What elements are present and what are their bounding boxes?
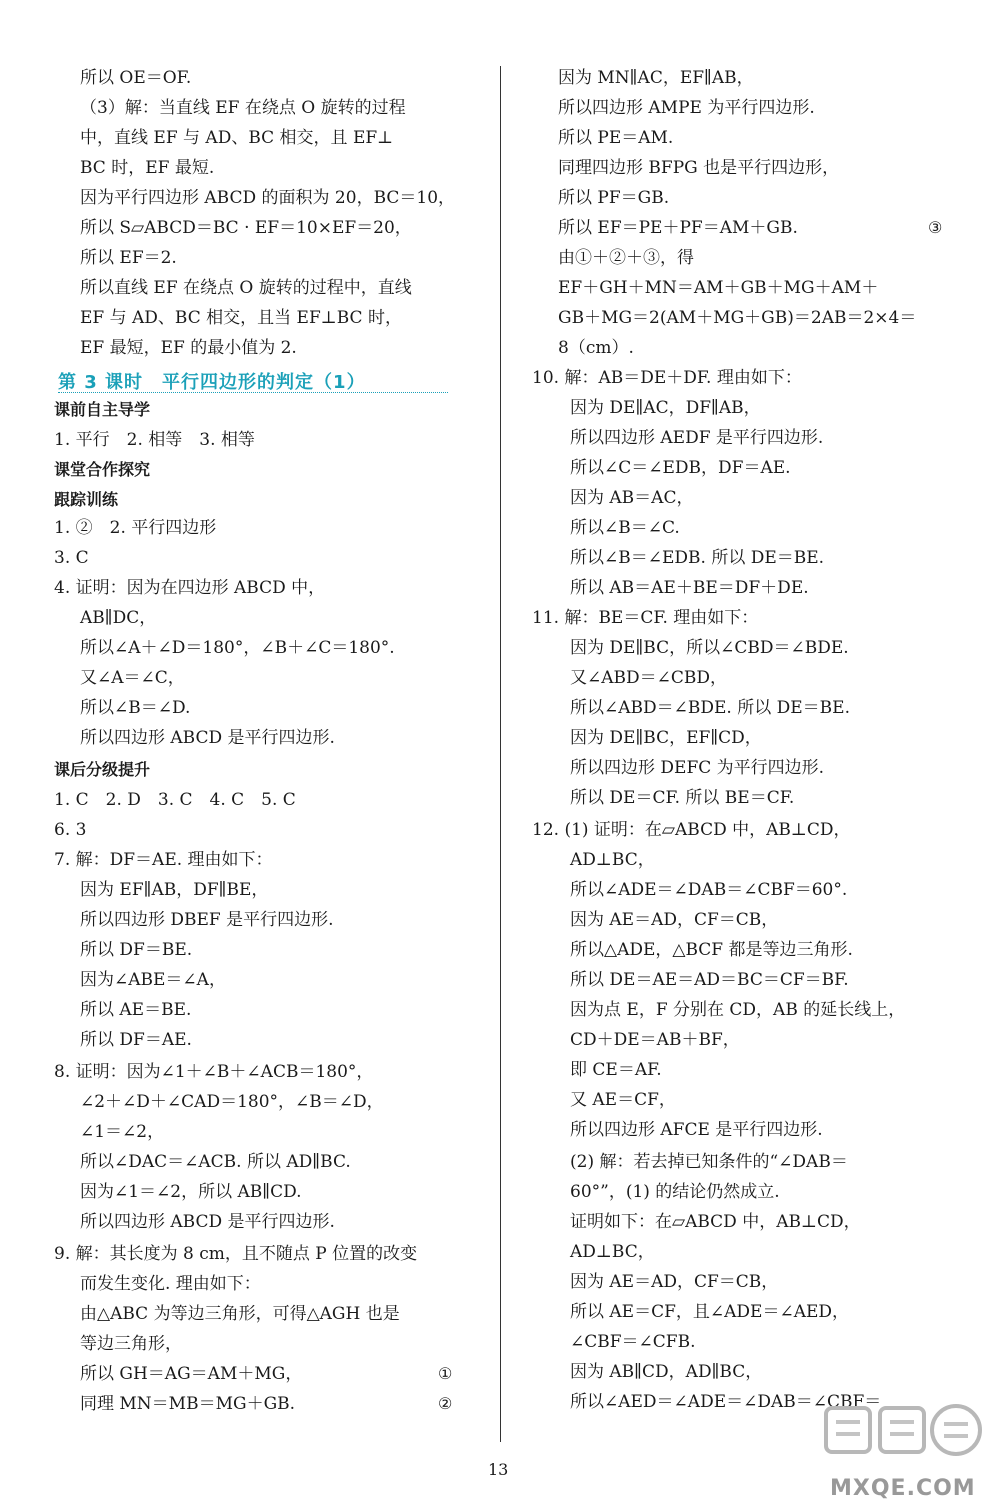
text-line: 又 AE＝CF，	[570, 1090, 676, 1110]
text-line: EF 最短，EF 的最小值为 2.	[80, 338, 297, 358]
equation-marker: ①	[438, 1364, 453, 1383]
text-line: 3. C	[54, 548, 89, 568]
text-line: 因为平行四边形 ABCD 的面积为 20，BC＝10，	[80, 188, 456, 208]
text-line: 同理 MN＝MB＝MG＋GB.	[80, 1394, 296, 1414]
text-line: 因为 AB＝AC，	[570, 488, 694, 508]
text-line: 1. 平行 2. 相等 3. 相等	[54, 430, 255, 450]
text-line: 所以 DF＝BE.	[80, 940, 193, 960]
text-line: EF＋GH＋MN＝AM＋GB＋MG＋AM＋	[558, 278, 879, 298]
text-line: 所以 OE＝OF.	[80, 68, 192, 88]
text-line: 所以四边形 ABCD 是平行四边形.	[80, 728, 335, 748]
text-line: ∠1＝∠2，	[80, 1122, 165, 1142]
text-line: 所以四边形 DBEF 是平行四边形.	[80, 910, 334, 930]
text-line: 所以∠A＋∠D＝180°，∠B＋∠C＝180°.	[80, 638, 395, 658]
text-line: ∠CBF＝∠CFB.	[570, 1332, 696, 1352]
text-line: 7. 解：DF＝AE. 理由如下：	[54, 850, 273, 870]
text-line: AB∥DC，	[80, 608, 157, 628]
text-line: 所以四边形 AMPE 为平行四边形.	[558, 98, 815, 118]
text-line: 由△ABC 为等边三角形，可得△AGH 也是	[80, 1304, 400, 1324]
text-line: 10. 解：AB＝DE＋DF. 理由如下：	[532, 368, 802, 388]
text-line: 4. 证明：因为在四边形 ABCD 中，	[54, 578, 326, 598]
text-line: AD⊥BC，	[570, 1242, 655, 1262]
text-line: 所以∠B＝∠D.	[80, 698, 191, 718]
text-line: 证明如下：在▱ABCD 中，AB⊥CD，	[570, 1212, 861, 1232]
text-line: 所以直线 EF 在绕点 O 旋转的过程中，直线	[80, 278, 412, 298]
text-line: 所以 PF＝GB.	[558, 188, 670, 208]
text-line: 所以 EF＝2.	[80, 248, 177, 268]
text-line: 所以∠DAC＝∠ACB. 所以 AD∥BC.	[80, 1152, 351, 1172]
text-line: 所以 AE＝BE.	[80, 1000, 192, 1020]
text-line: 课后分级提升	[54, 760, 151, 779]
text-line: 所以∠ADE＝∠DAB＝∠CBF＝60°.	[570, 880, 848, 900]
text-line: 又∠A＝∠C，	[80, 668, 185, 688]
text-line: 因为 DE∥BC，EF∥CD，	[570, 728, 762, 748]
text-line: (2) 解：若去掉已知条件的“∠DAB＝	[570, 1152, 848, 1172]
text-line: 等边三角形，	[80, 1334, 182, 1354]
text-line: BC 时，EF 最短.	[80, 158, 215, 178]
text-line: EF 与 AD、BC 相交，且当 EF⊥BC 时，	[80, 308, 402, 328]
text-line: 中，直线 EF 与 AD、BC 相交，且 EF⊥	[80, 128, 394, 148]
text-line: 所以 DE＝CF. 所以 BE＝CF.	[570, 788, 795, 808]
text-line: 60°”，(1) 的结论仍然成立.	[570, 1182, 780, 1202]
text-line: 因为 DE∥AC，DF∥AB，	[570, 398, 761, 418]
text-line: 由①＋②＋③，得	[558, 248, 694, 268]
text-line: 所以四边形 ABCD 是平行四边形.	[80, 1212, 335, 1232]
equation-marker: ③	[928, 218, 943, 237]
text-line: 所以 EF＝PE＋PF＝AM＋GB.	[558, 218, 798, 238]
text-line: 8（cm）.	[558, 338, 634, 358]
text-line: 跟踪训练	[54, 490, 119, 509]
text-line: 所以四边形 DEFC 为平行四边形.	[570, 758, 825, 778]
column-divider	[500, 66, 501, 1442]
text-line: 同理四边形 BFPG 也是平行四边形，	[558, 158, 840, 178]
text-line: （3）解：当直线 EF 在绕点 O 旋转的过程	[80, 98, 406, 118]
text-line: 因为 AE＝AD，CF＝CB，	[570, 1272, 779, 1292]
text-line: 所以∠B＝∠C.	[570, 518, 680, 538]
text-line: 所以△ADE，△BCF 都是等边三角形.	[570, 940, 853, 960]
text-line: 因为 EF∥AB，DF∥BE，	[80, 880, 269, 900]
text-line: 8. 证明：因为∠1＋∠B＋∠ACB＝180°，	[54, 1062, 374, 1082]
text-line: 即 CE＝AF.	[570, 1060, 662, 1080]
text-line: 1. C 2. D 3. C 4. C 5. C	[54, 790, 296, 810]
text-line: 1. ② 2. 平行四边形	[54, 518, 217, 538]
text-line: 因为∠ABE＝∠A，	[80, 970, 226, 990]
text-line: AD⊥BC，	[570, 850, 655, 870]
text-line: 因为 MN∥AC，EF∥AB，	[558, 68, 754, 88]
text-line: 所以 DF＝AE.	[80, 1030, 192, 1050]
text-line: 所以四边形 AEDF 是平行四边形.	[570, 428, 824, 448]
text-line: 11. 解：BE＝CF. 理由如下：	[532, 608, 759, 628]
text-line: 又∠ABD＝∠CBD，	[570, 668, 728, 688]
text-line: 12. (1) 证明：在▱ABCD 中，AB⊥CD，	[532, 820, 851, 840]
text-line: 因为 AB∥CD，AD∥BC，	[570, 1362, 763, 1382]
watermark-text: MXQE.COM	[830, 1476, 976, 1501]
text-line: 所以∠C＝∠EDB，DF＝AE.	[570, 458, 791, 478]
text-line: 所以 PE＝AM.	[558, 128, 674, 148]
text-line: 课堂合作探究	[54, 460, 151, 479]
text-line: 因为∠1＝∠2，所以 AB∥CD.	[80, 1182, 302, 1202]
text-line: 而发生变化. 理由如下：	[80, 1274, 261, 1294]
text-line: 所以 S▱ABCD＝BC · EF＝10×EF＝20，	[80, 218, 412, 238]
page-number: 13	[488, 1460, 509, 1479]
text-line: 所以 GH＝AG＝AM＋MG，	[80, 1364, 303, 1384]
text-line: 所以 AB＝AE＋BE＝DF＋DE.	[570, 578, 809, 598]
text-line: 所以∠B＝∠EDB. 所以 DE＝BE.	[570, 548, 825, 568]
text-line: CD＋DE＝AB＋BF，	[570, 1030, 740, 1050]
text-line: 9. 解：其长度为 8 cm，且不随点 P 位置的改变	[54, 1244, 418, 1264]
text-line: 所以 AE＝CF，且∠ADE＝∠AED，	[570, 1302, 850, 1322]
section-heading-underline	[58, 392, 448, 393]
text-line: 所以 DE＝AE＝AD＝BC＝CF＝BF.	[570, 970, 849, 990]
text-line: GB＋MG＝2(AM＋MG＋GB)＝2AB＝2×4＝	[558, 308, 917, 328]
text-line: 所以四边形 AFCE 是平行四边形.	[570, 1120, 823, 1140]
text-line: 课前自主导学	[54, 400, 151, 419]
text-line: 因为 AE＝AD，CF＝CB，	[570, 910, 779, 930]
text-line: 因为点 E，F 分别在 CD，AB 的延长线上，	[570, 1000, 906, 1020]
text-line: ∠2＋∠D＋∠CAD＝180°，∠B＝∠D，	[80, 1092, 384, 1112]
section-heading: 第 3 课时 平行四边形的判定（1）	[58, 372, 366, 393]
equation-marker: ②	[438, 1394, 453, 1413]
text-line: 6. 3	[54, 820, 87, 840]
text-line: 所以∠AED＝∠ADE＝∠DAB＝∠CBF＝	[570, 1392, 882, 1412]
text-line: 因为 DE∥BC，所以∠CBD＝∠BDE.	[570, 638, 849, 658]
text-line: 所以∠ABD＝∠BDE. 所以 DE＝BE.	[570, 698, 850, 718]
